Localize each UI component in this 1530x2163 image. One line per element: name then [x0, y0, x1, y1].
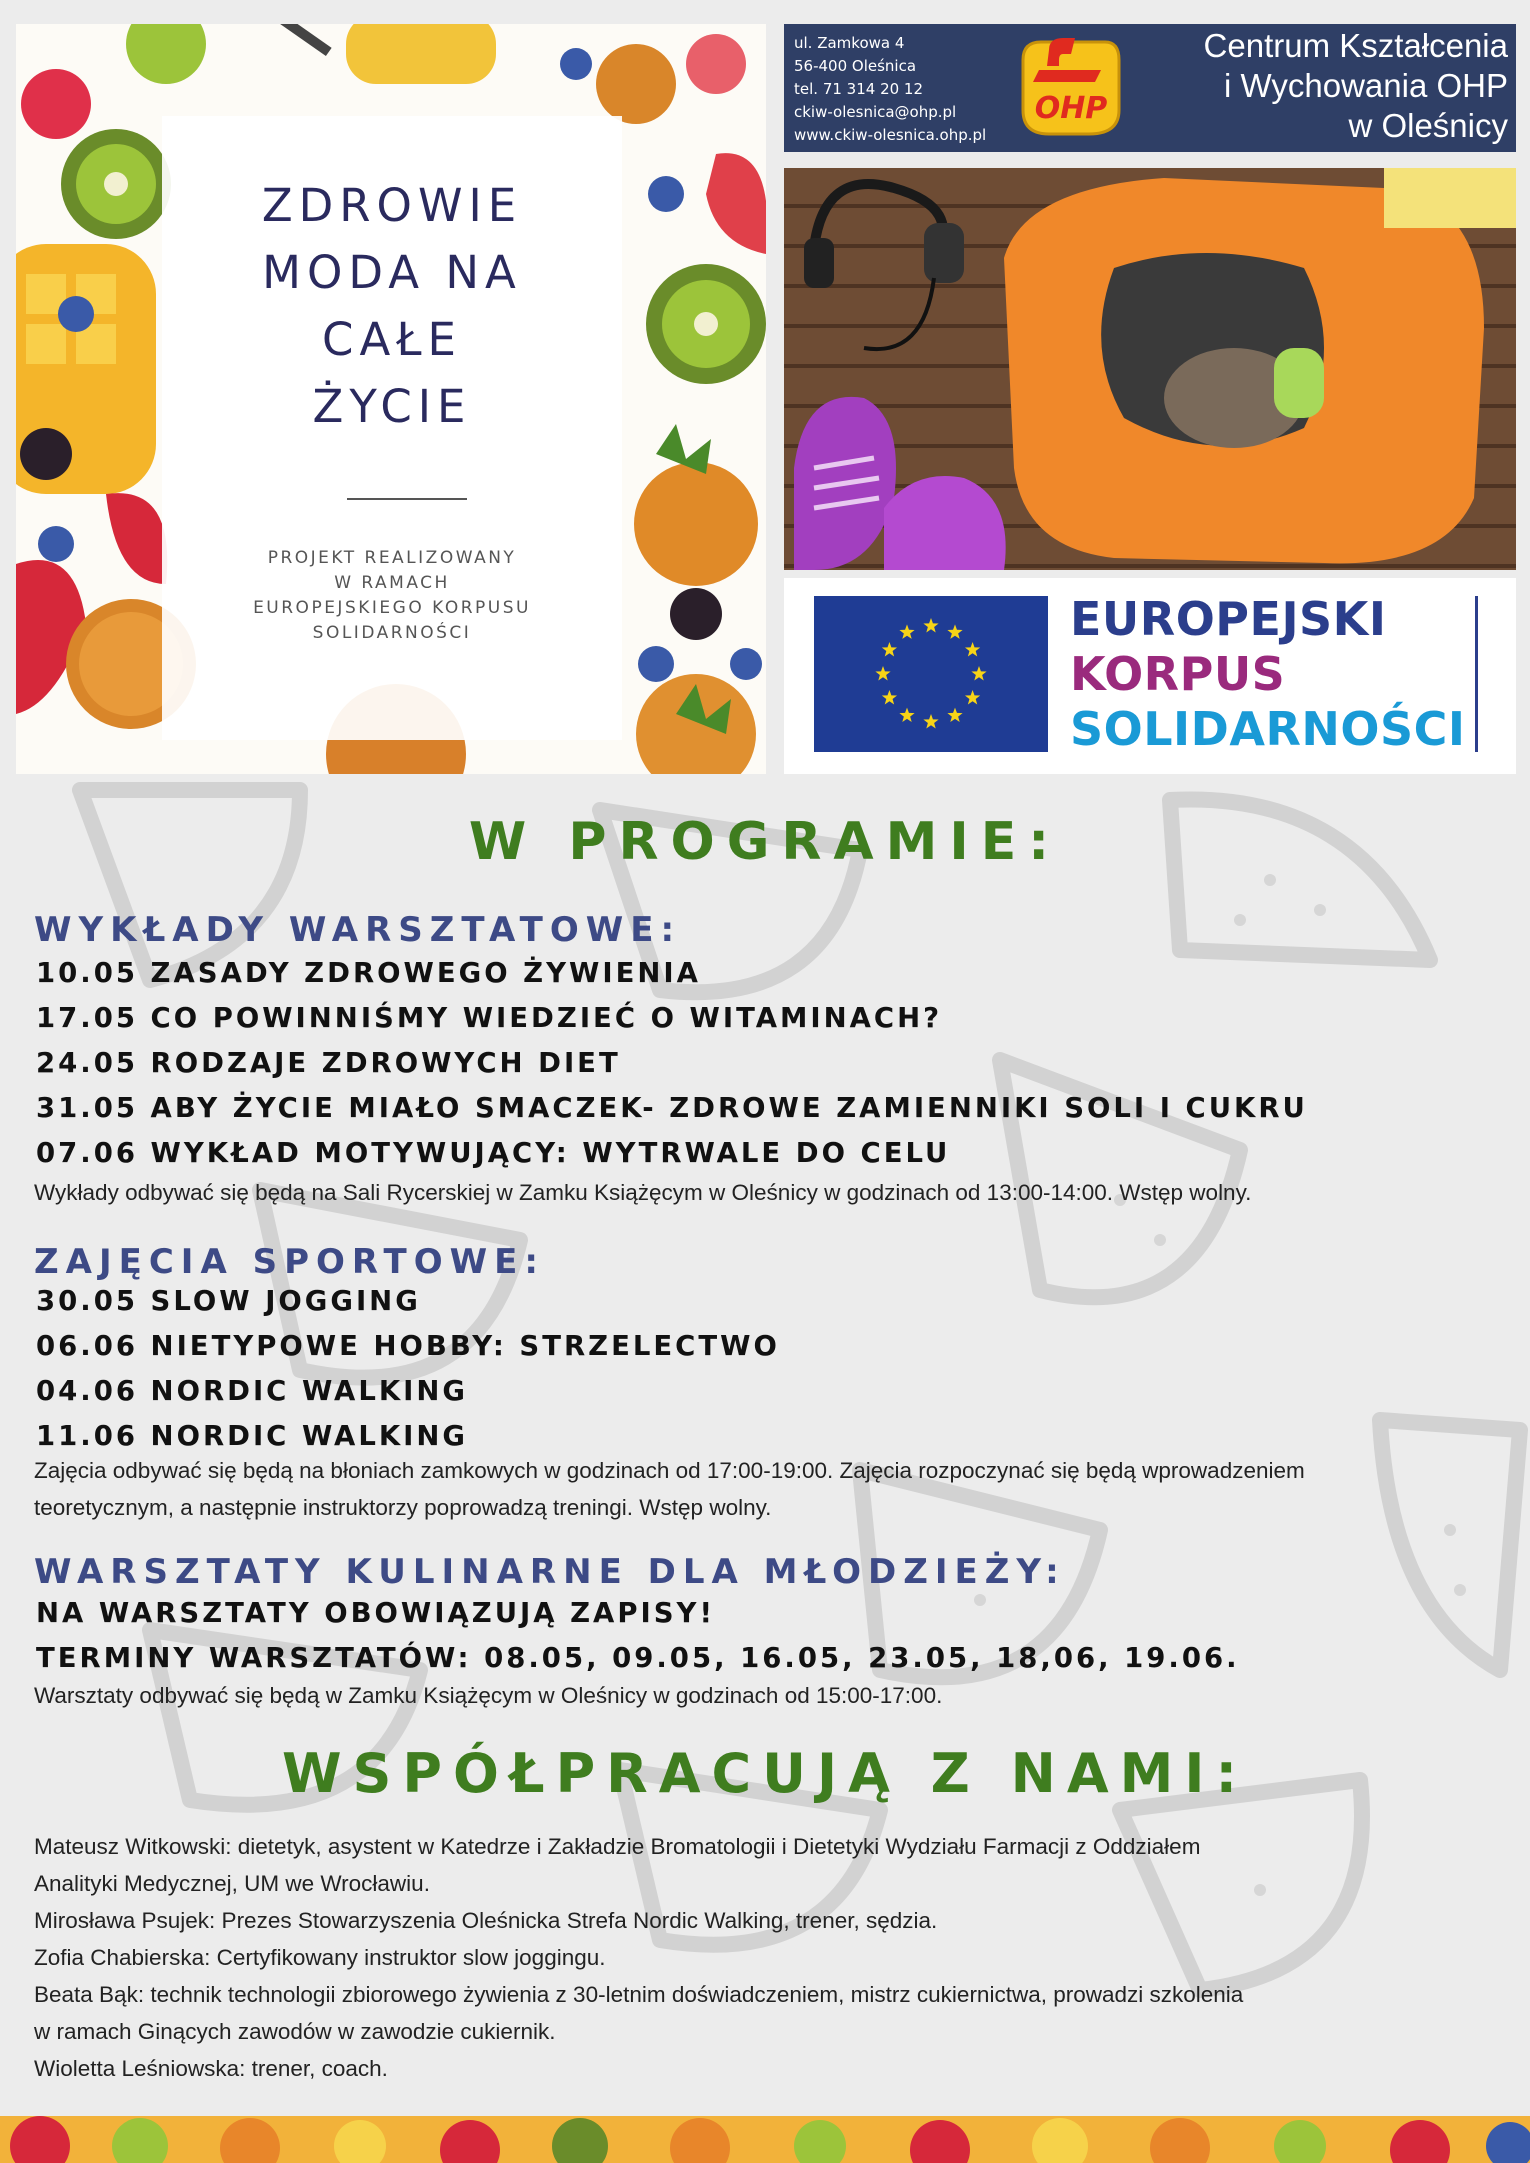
partner-line: Mateusz Witkowski: dietetyk, asystent w Katedrze i Zakładzie Bromatologii i Dietetyki Wydziału Farmacji z Oddziałem — [34, 1834, 1201, 1859]
partner-line: Beata Bąk: technik technologii zbiorowego żywienia z 30-letnim doświadczeniem, mistrz cukiernictwa, prowadzi szkolenia — [34, 1982, 1244, 2007]
sport-item: 06.06 NIETYPOWE HOBBY: STRZELECTWO — [36, 1330, 780, 1362]
eu-logo-text — [1070, 592, 1465, 757]
contact-email[interactable]: ckiw-olesnica@ohp.pl — [794, 103, 957, 121]
contact-phone: tel. 71 314 20 12 — [794, 80, 924, 98]
contact-info — [794, 32, 986, 147]
lecture-item: 17.05 CO POWINNIŚMY WIEDZIEĆ O WITAMINACH? — [36, 1002, 943, 1034]
hero-image — [16, 24, 766, 774]
partner-line: Analityki Medycznej, UM we Wrocławiu. — [34, 1871, 430, 1896]
culinary-item: NA WARSZTATY OBOWIĄZUJĄ ZAPISY! — [36, 1597, 715, 1629]
partners-list — [34, 1828, 1243, 2087]
hero-title-line: CAŁE — [322, 313, 462, 366]
fitness-illustration — [784, 168, 1516, 570]
sport-item: 30.05 SLOW JOGGING — [36, 1285, 421, 1317]
hero-title — [162, 172, 622, 440]
fitness-photo — [784, 168, 1516, 570]
fruit-footer-strip — [0, 2116, 1530, 2163]
ohp-logo-text: OHP — [1034, 91, 1108, 126]
partner-line: w ramach Ginących zawodów w zawodzie cukiernik. — [34, 2019, 556, 2044]
eu-solidarity-corps-logo — [784, 578, 1516, 774]
org-name-line: w Oleśnicy — [1348, 107, 1508, 144]
partners-heading: WSPÓŁPRACUJĄ Z NAMI: — [281, 1742, 1249, 1805]
partner-line: Zofia Chabierska: Certyfikowany instruktor slow joggingu. — [34, 1945, 606, 1970]
hero-divider — [347, 498, 467, 500]
partner-line: Wioletta Leśniowska: trener, coach. — [34, 2056, 388, 2081]
org-name — [1204, 26, 1508, 146]
eu-flag-icon — [814, 596, 1048, 752]
eu-logo-divider — [1475, 596, 1478, 752]
lecture-item: 31.05 ABY ŻYCIE MIAŁO SMACZEK- ZDROWE ZAMIENNIKI SOLI I CUKRU — [36, 1092, 1308, 1124]
program-heading: W PROGRAMIE: — [468, 812, 1062, 872]
hero-subtitle-line: EUROPEJSKIEGO KORPUSU — [253, 598, 531, 618]
eu-logo-line: SOLIDARNOŚCI — [1070, 702, 1466, 756]
org-name-line: Centrum Kształcenia — [1203, 27, 1508, 64]
hero-subtitle-line: W RAMACH — [334, 573, 450, 593]
contact-city: 56-400 Oleśnica — [794, 57, 917, 75]
contact-address: ul. Zamkowa 4 — [794, 34, 905, 52]
hero-subtitle — [162, 546, 622, 646]
eu-logo-line: EUROPEJSKI — [1070, 592, 1387, 646]
hero-subtitle-line: PROJEKT REALIZOWANY — [267, 548, 517, 568]
culinary-heading: WARSZTATY KULINARNE DLA MŁODZIEŻY: — [34, 1552, 1066, 1592]
ohp-logo-icon — [1009, 30, 1129, 146]
eu-logo-line: KORPUS — [1070, 647, 1286, 701]
lecture-item: 07.06 WYKŁAD MOTYWUJĄCY: WYTRWALE DO CELU — [36, 1137, 951, 1169]
hero-title-line: ZDROWIE — [261, 179, 523, 232]
lectures-heading: WYKŁADY WARSZTATOWE: — [34, 910, 682, 950]
culinary-note: Warsztaty odbywać się będą w Zamku Książęcym w Oleśnicy w godzinach od 15:00-17:00. — [34, 1683, 943, 1708]
sports-note-line: Zajęcia odbywać się będą na błoniach zamkowych w godzinach od 17:00-19:00. Zajęcia rozpoczynać się będą wprowadzeniem — [34, 1458, 1305, 1483]
hero-title-line: ŻYCIE — [312, 380, 472, 433]
hero-subtitle-line: SOLIDARNOŚCI — [312, 623, 472, 643]
sport-item: 11.06 NORDIC WALKING — [36, 1420, 468, 1452]
hero-title-line: MODA NA — [262, 246, 522, 299]
culinary-item: TERMINY WARSZTATÓW: 08.05, 09.05, 16.05, 23.05, 18,06, 19.06. — [36, 1642, 1240, 1674]
fruit-footer-illustration — [0, 2116, 1530, 2163]
sports-heading: ZAJĘCIA SPORTOWE: — [34, 1242, 545, 1282]
hero-card — [162, 116, 622, 740]
ohp-header — [784, 24, 1516, 152]
org-name-line: i Wychowania OHP — [1224, 67, 1508, 104]
sports-note-line: teoretycznym, a następnie instruktorzy poprowadzą treningi. Wstęp wolny. — [34, 1495, 772, 1520]
lecture-item: 24.05 RODZAJE ZDROWYCH DIET — [36, 1047, 621, 1079]
lecture-item: 10.05 ZASADY ZDROWEGO ŻYWIENIA — [36, 957, 701, 989]
contact-website[interactable]: www.ckiw-olesnica.ohp.pl — [794, 126, 987, 144]
sport-item: 04.06 NORDIC WALKING — [36, 1375, 468, 1407]
partner-line: Mirosława Psujek: Prezes Stowarzyszenia Oleśnicka Strefa Nordic Walking, trener, sędzia. — [34, 1908, 938, 1933]
lectures-note: Wykłady odbywać się będą na Sali Rycerskiej w Zamku Książęcym w Oleśnicy w godzinach od 13:00-14:00. Wstęp wolny. — [34, 1180, 1252, 1205]
